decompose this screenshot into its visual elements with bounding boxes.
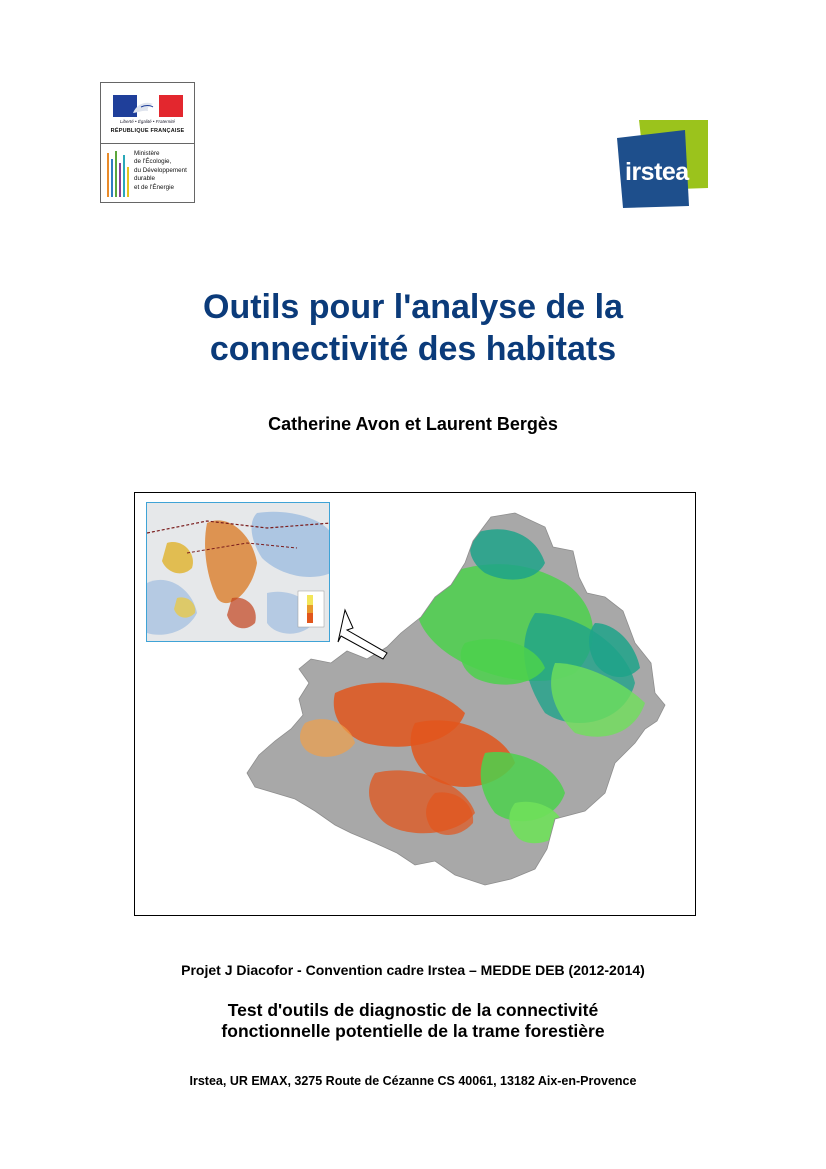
ministry-name <box>134 150 194 192</box>
subtitle-line: Test d'outils de diagnostic de la connectivité <box>227 1000 599 1020</box>
title-line: Outils pour l'analyse de la <box>203 288 623 326</box>
ministry-line: durable <box>134 175 156 183</box>
republic-motto: Liberté • Égalité • Fraternité <box>120 119 175 124</box>
republic-name: RÉPUBLIQUE FRANÇAISE <box>110 128 185 134</box>
authors: Catherine Avon et Laurent Bergès <box>268 414 558 434</box>
ministry-logo <box>100 82 195 203</box>
irstea-wordmark: irstea <box>625 158 689 186</box>
address-line: Irstea, UR EMAX, 3275 Route de Cézanne CS 40061, 13182 Aix-en-Provence <box>189 1074 637 1088</box>
ministry-line: du Développement <box>134 166 187 174</box>
project-line: Projet J Diacofor - Convention cadre Irstea – MEDDE DEB (2012-2014) <box>181 962 645 978</box>
title-line: connectivité des habitats <box>209 330 617 368</box>
zoom-arrow-icon <box>338 610 387 659</box>
irstea-logo <box>617 118 709 210</box>
ministry-line: de l'Écologie, <box>134 158 172 166</box>
ministry-bars-icon <box>105 149 131 199</box>
report-subtitle <box>0 1000 826 1042</box>
inset-map <box>147 503 330 642</box>
page-title <box>0 286 826 370</box>
marianne-flag-icon <box>113 95 183 117</box>
inset-zoom-map <box>146 502 330 642</box>
subtitle-line: fonctionnelle potentielle de la trame forestière <box>221 1021 605 1041</box>
ministry-line: et de l'Énergie <box>134 183 175 191</box>
ministry-line: Ministère <box>134 150 160 157</box>
republic-block <box>101 83 194 144</box>
